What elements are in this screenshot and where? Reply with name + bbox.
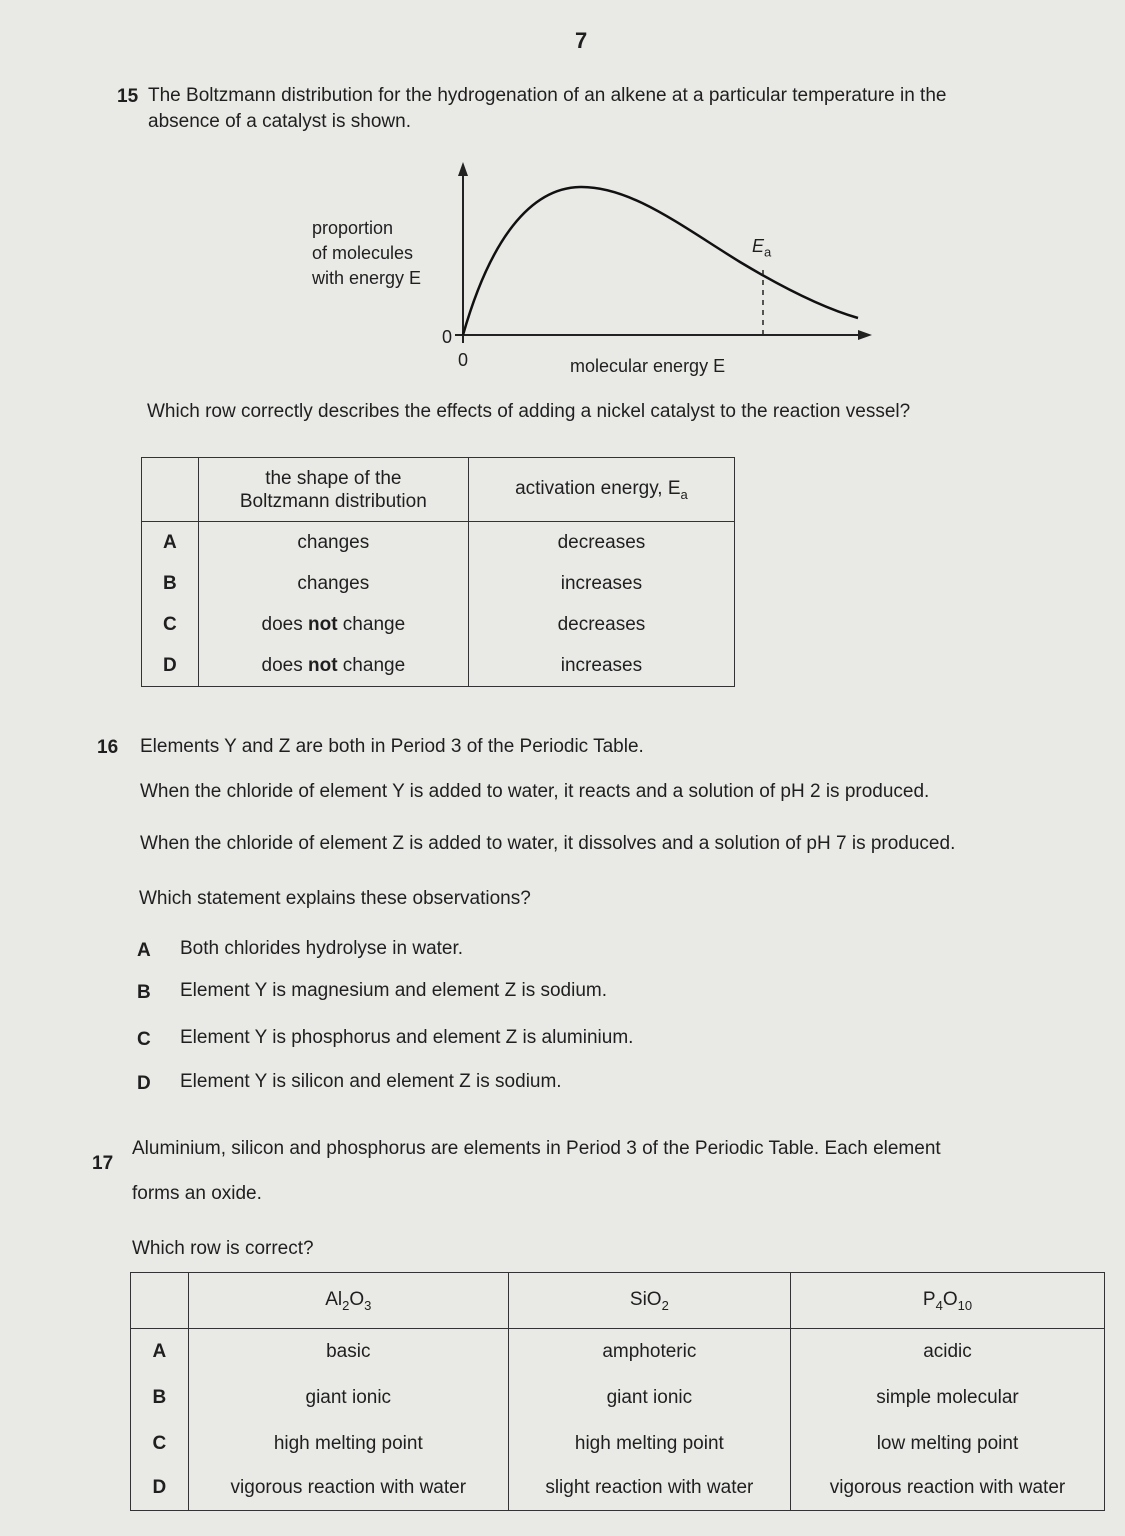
row-letter: D	[131, 1467, 189, 1511]
row-energy: decreases	[468, 522, 734, 564]
question-15-text-line2: absence of a catalyst is shown.	[148, 111, 411, 132]
question-17-table	[130, 1272, 1105, 1511]
row-shape: changes	[198, 522, 468, 564]
question-15-number: 15	[117, 86, 139, 107]
q16-option-c-letter: C	[137, 1029, 151, 1050]
question-15-prompt: Which row correctly describes the effects of adding a nickel catalyst to the reaction vessel?	[147, 401, 911, 422]
row-letter: B	[131, 1375, 189, 1421]
q16-option-a-text: Both chlorides hydrolyse in water.	[180, 938, 464, 959]
row-sio2: high melting point	[508, 1421, 790, 1467]
row-p4o10: low melting point	[790, 1421, 1104, 1467]
row-letter: B	[142, 564, 199, 605]
graph-y-axis-arrow	[458, 162, 468, 176]
table-row	[142, 564, 735, 605]
question-16-line3: When the chloride of element Z is added to water, it dissolves and a solution of pH 7 is produced.	[140, 833, 956, 854]
q16-option-b-letter: B	[137, 982, 151, 1003]
row-sio2: giant ionic	[508, 1375, 790, 1421]
row-p4o10: vigorous reaction with water	[790, 1467, 1104, 1511]
table-corner	[131, 1273, 189, 1329]
question-17-number: 17	[92, 1153, 114, 1174]
row-p4o10: simple molecular	[790, 1375, 1104, 1421]
row-shape: does not change	[198, 605, 468, 646]
graph-y-label-line2: of molecules	[312, 243, 414, 263]
table-row	[142, 522, 735, 564]
row-sio2: slight reaction with water	[508, 1467, 790, 1511]
question-16-text: Elements Y and Z are both in Period 3 of the Periodic Table.	[140, 736, 644, 757]
row-p4o10: acidic	[790, 1329, 1104, 1375]
graph-x-label: molecular energy E	[570, 356, 726, 376]
graph-ea-label: $E_a$	[752, 236, 772, 260]
graph-x-axis-arrow	[858, 330, 872, 340]
graph-y-label-line1: proportion	[312, 218, 394, 238]
row-shape: changes	[198, 564, 468, 605]
row-energy: increases	[468, 646, 734, 687]
q16-option-c-text: Element Y is phosphorus and element Z is aluminium.	[180, 1027, 634, 1048]
q16-option-b-text: Element Y is magnesium and element Z is sodium.	[180, 980, 607, 1001]
table-row	[142, 646, 735, 687]
row-letter: C	[142, 605, 199, 646]
question-15-table	[141, 457, 735, 687]
q16-option-a-letter: A	[137, 940, 151, 961]
table-row	[131, 1467, 1105, 1511]
table-header-al2o3: $Al_2O_3$	[188, 1273, 508, 1329]
table-header-energy: activation energy, $E_a$	[468, 458, 734, 522]
page-number: 7	[575, 28, 588, 53]
table-row	[131, 1329, 1105, 1375]
graph-y-zero: 0	[442, 327, 453, 347]
q16-option-d-text: Element Y is silicon and element Z is sodium.	[180, 1071, 562, 1092]
row-al2o3: basic	[188, 1329, 508, 1375]
table-header-shape: the shape of the Boltzmann distribution	[198, 458, 468, 522]
question-17-text-line1: Aluminium, silicon and phosphorus are elements in Period 3 of the Periodic Table. Each element	[132, 1138, 941, 1159]
row-letter: A	[131, 1329, 189, 1375]
table-row	[131, 1421, 1105, 1467]
boltzmann-graph	[0, 0, 1125, 420]
row-al2o3: giant ionic	[188, 1375, 508, 1421]
row-al2o3: vigorous reaction with water	[188, 1467, 508, 1511]
row-shape: does not change	[198, 646, 468, 687]
row-energy: decreases	[468, 605, 734, 646]
row-letter: D	[142, 646, 199, 687]
graph-x-zero: 0	[458, 350, 469, 370]
question-16-number: 16	[97, 737, 119, 758]
question-17-prompt: Which row is correct?	[132, 1238, 314, 1259]
question-17-text-line2: forms an oxide.	[132, 1183, 262, 1204]
table-row	[142, 605, 735, 646]
table-header-sio2: SiO$_2$	[508, 1273, 790, 1329]
table-row	[131, 1375, 1105, 1421]
question-15-text-line1: The Boltzmann distribution for the hydrogenation of an alkene at a particular temperature in the	[148, 85, 947, 106]
row-letter: C	[131, 1421, 189, 1467]
row-sio2: amphoteric	[508, 1329, 790, 1375]
table-corner	[142, 458, 199, 522]
q16-option-d-letter: D	[137, 1073, 151, 1094]
question-16-prompt: Which statement explains these observations?	[139, 888, 531, 909]
row-letter: A	[142, 522, 199, 564]
row-al2o3: high melting point	[188, 1421, 508, 1467]
graph-y-label-line3: with energy E	[312, 268, 422, 288]
table-header-p4o10: $P_4O_{10}$	[790, 1273, 1104, 1329]
question-16-line2: When the chloride of element Y is added to water, it reacts and a solution of pH 2 is produced.	[140, 781, 930, 802]
boltzmann-curve	[463, 187, 858, 335]
row-energy: increases	[468, 564, 734, 605]
